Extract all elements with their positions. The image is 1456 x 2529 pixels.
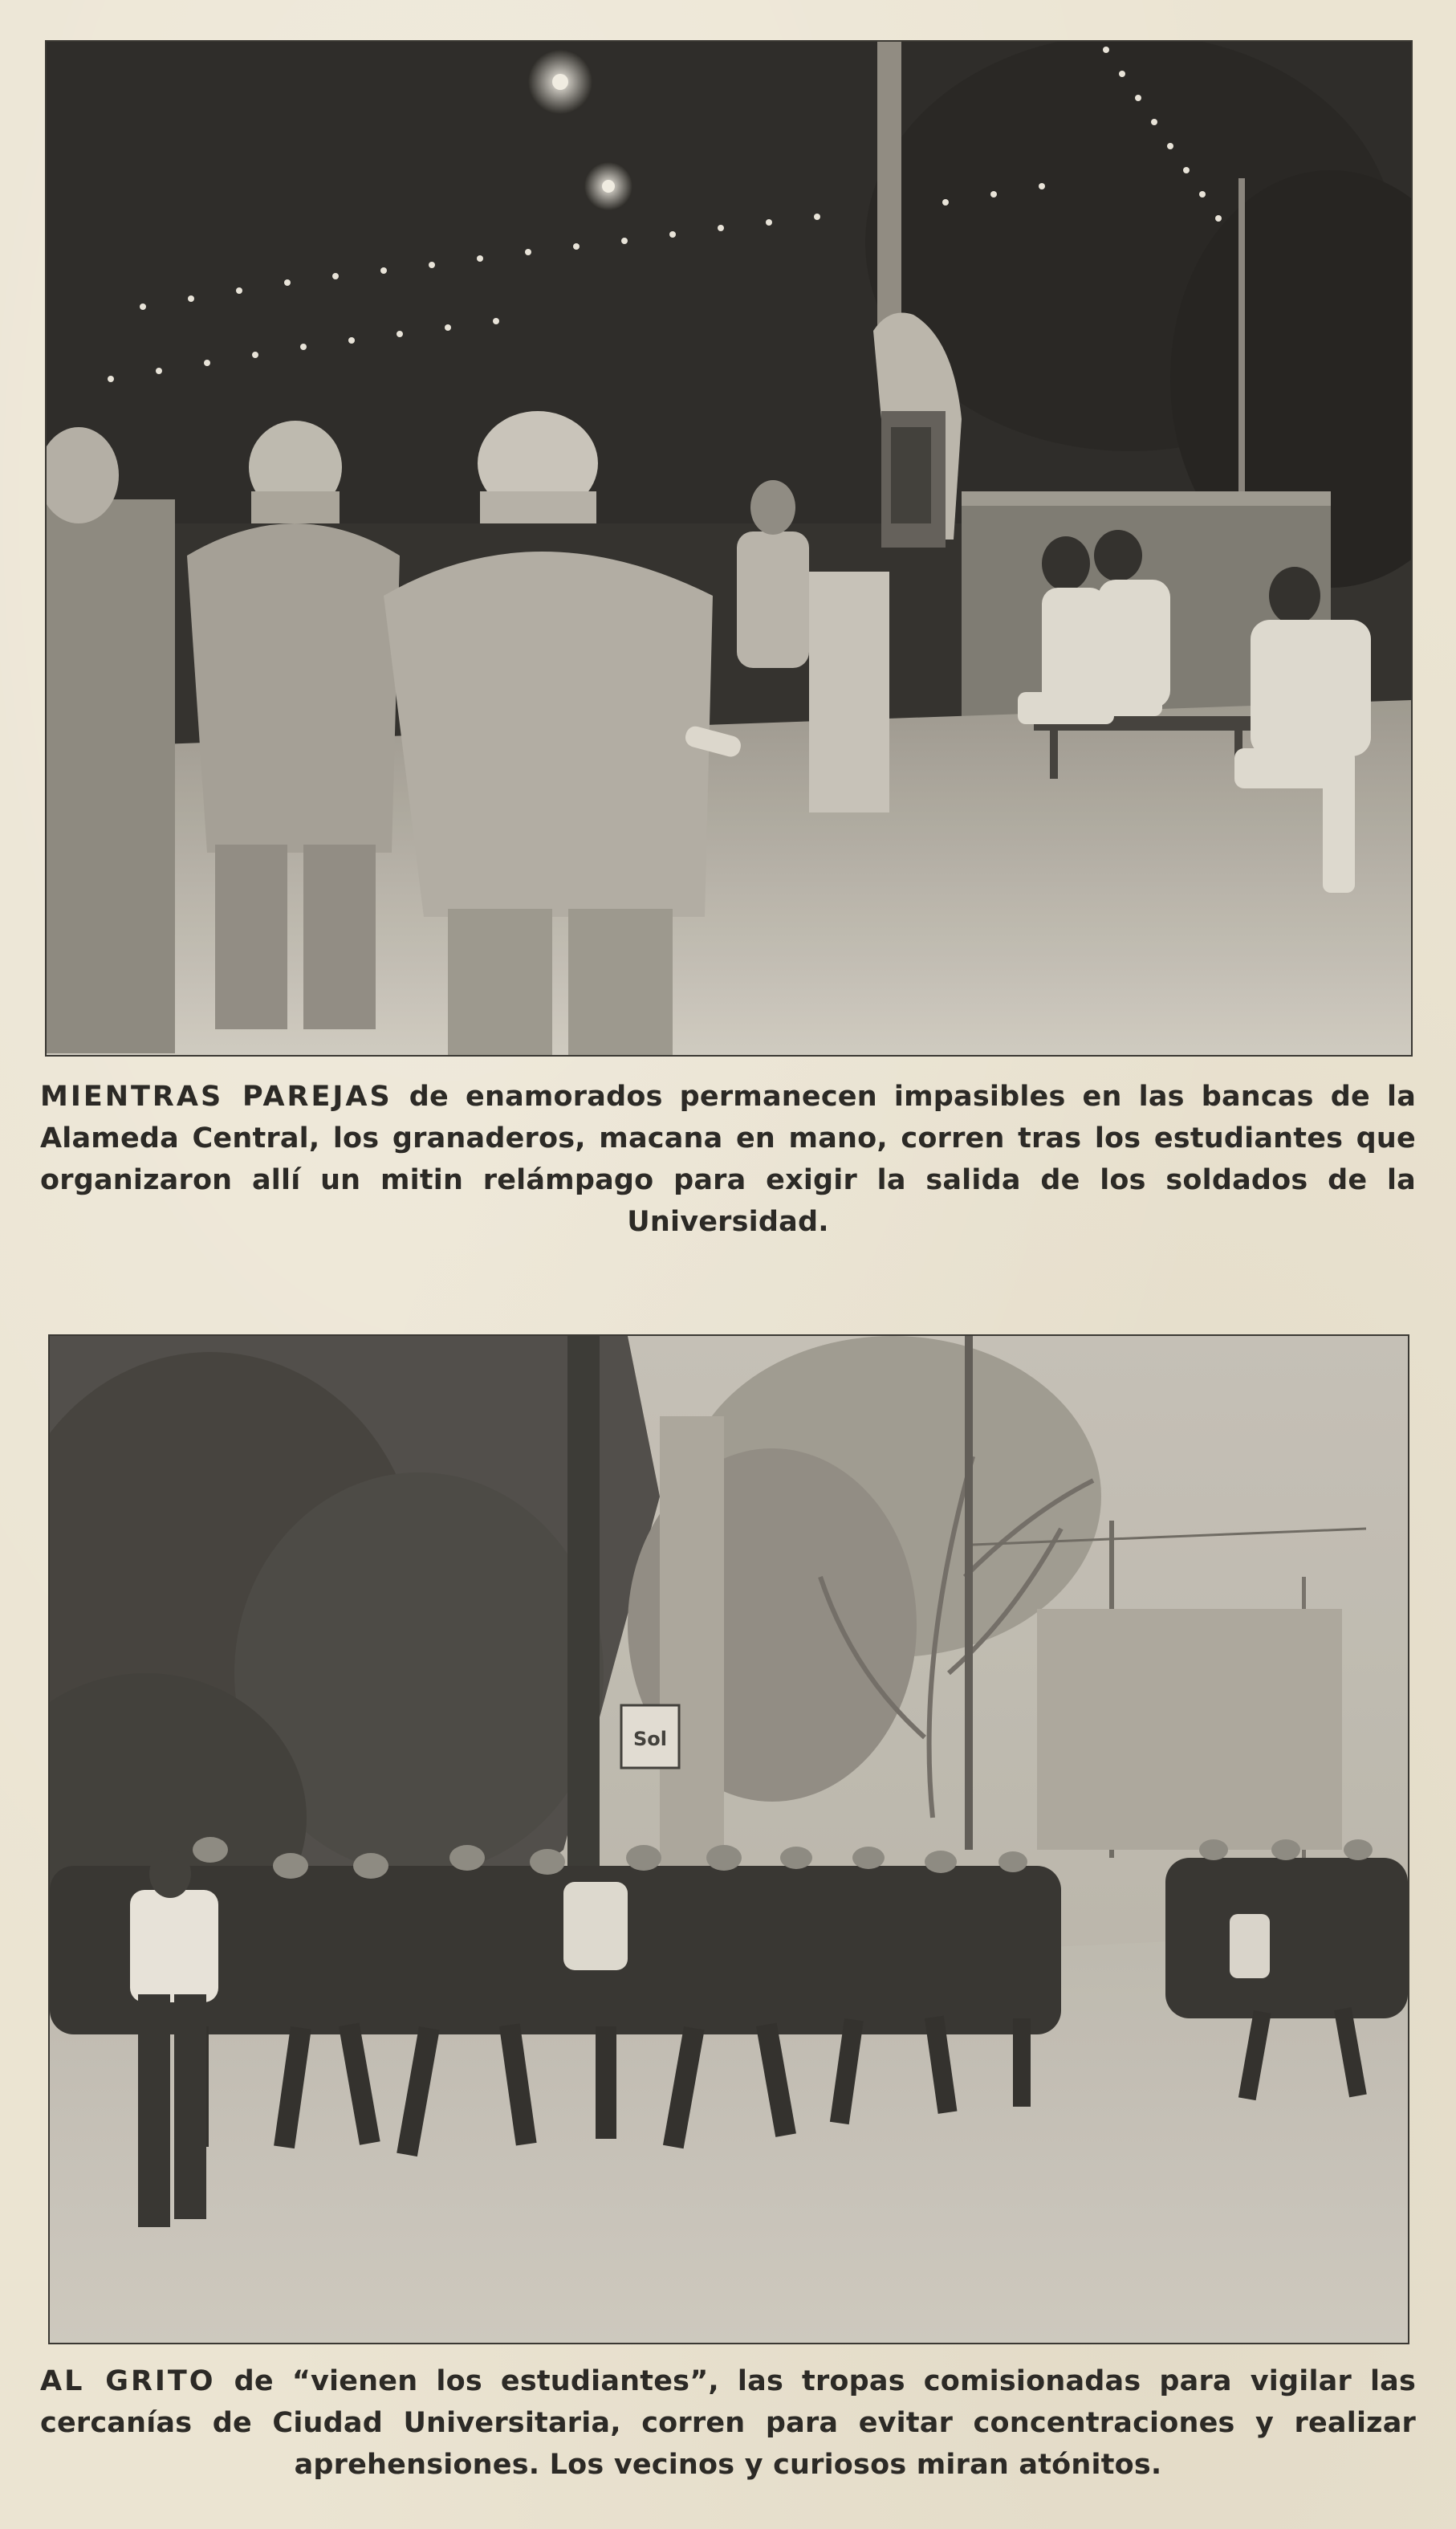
caption-photo-2 (40, 2360, 1416, 2486)
caption-body: de “vienen los estudiantes”, las tropas comisionadas para vigilar las cercanías de Ciudad Universitaria, corren para evitar concentraciones y realizar aprehensiones. Los vecinos y curiosos miran atónitos. (40, 2365, 1416, 2481)
photo-tropas-ciudad-universitaria (48, 1334, 1409, 2344)
photo-tropas-image (50, 1336, 1408, 2343)
caption-lead: MIENTRAS PAREJAS (40, 1081, 392, 1113)
caption-photo-1 (40, 1076, 1416, 1243)
photo-alameda-image (47, 42, 1411, 1055)
caption-body: de enamorados permanecen impasibles en las bancas de la Alameda Central, los granaderos, macana en mano, corren tras los estudiantes que organizaron allí un mitin relámpago para exigir la salida de los soldados de la Universidad. (40, 1081, 1417, 1238)
caption-lead: AL GRITO (40, 2365, 216, 2397)
photo-alameda-granaderos (45, 40, 1413, 1057)
sol-sign-text: Sol (633, 1728, 667, 1750)
